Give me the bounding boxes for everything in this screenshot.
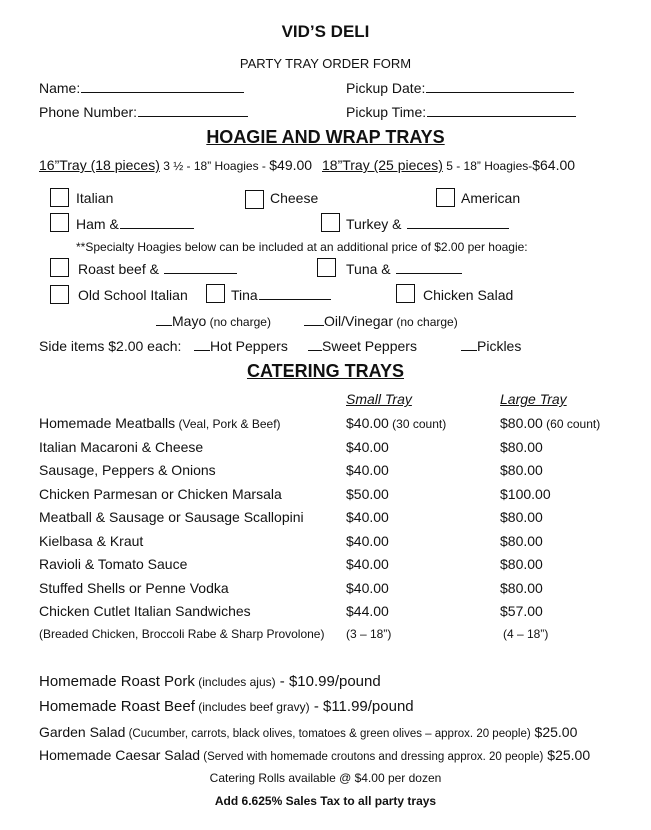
tuna-label: Tuna & (346, 261, 391, 277)
caesar-salad-price: $25.00 (543, 747, 591, 763)
cheese-checkbox[interactable] (245, 190, 264, 209)
oil-label: Oil/Vinegar (324, 313, 394, 329)
garden-salad-note: (Cucumber, carrots, black olives, tomatoes & green olives – approx. 20 people) (125, 728, 531, 740)
roast-pork-label: Homemade Roast Pork (39, 673, 195, 690)
italian-checkbox[interactable] (50, 188, 69, 207)
tina-option (231, 287, 331, 303)
oil-vinegar-option (303, 313, 458, 329)
tray-18-detail: 5 - 18” Hoagies- (442, 159, 533, 173)
catering-item-name (39, 603, 251, 619)
tray-16-option (39, 157, 312, 173)
catering-small-price-value: $40.00 (346, 462, 389, 478)
catering-small-price (346, 580, 389, 596)
hot-peppers-label: Hot Peppers (210, 338, 288, 354)
tuna-line (396, 272, 462, 274)
roast-beef-checkbox[interactable] (50, 258, 69, 277)
tina-line (259, 298, 331, 300)
catering-large-price (500, 486, 551, 502)
small-tray-header: Small Tray (346, 391, 412, 407)
ham-label: Ham & (76, 216, 119, 232)
tuna-checkbox[interactable] (317, 258, 336, 277)
catering-large-price (500, 603, 543, 619)
caesar-salad-label: Homemade Caesar Salad (39, 747, 201, 763)
cheese-label: Cheese (270, 190, 319, 206)
catering-small-price-value: $50.00 (346, 486, 389, 502)
sweet-peppers-label: Sweet Peppers (322, 338, 417, 354)
roast-pork-price: - $10.99/pound (275, 673, 381, 690)
catering-small-price-value: $40.00 (346, 439, 389, 455)
catering-small-price (346, 556, 389, 572)
roast-pork-note: (includes ajus) (194, 675, 276, 689)
turkey-checkbox[interactable] (321, 213, 340, 232)
old-school-checkbox[interactable] (50, 285, 69, 304)
oil-note: (no charge) (393, 315, 458, 329)
catering-small-price (346, 415, 446, 431)
american-label: American (461, 190, 521, 206)
mayo-note: (no charge) (206, 315, 271, 329)
large-tray-header: Large Tray (500, 391, 567, 407)
mayo-label: Mayo (172, 313, 207, 329)
pickles-option (460, 338, 521, 354)
catering-small-price-value: $40.00 (346, 580, 389, 596)
pickup-date-field[interactable] (346, 80, 574, 96)
hot-peppers-line (194, 349, 210, 351)
catering-small-price (346, 462, 389, 478)
roast-beef-line (164, 272, 237, 274)
roast-beef-label-extra: Homemade Roast Beef (39, 698, 195, 715)
tray-16-price: $49.00 (269, 157, 313, 173)
roast-pork-line (39, 673, 381, 690)
tax-note: Add 6.625% Sales Tax to all party trays (214, 794, 437, 808)
catering-large-price (500, 580, 543, 596)
catering-large-price-value: $80.00 (500, 462, 543, 478)
pickup-time-line (427, 115, 576, 117)
garden-salad-label: Garden Salad (39, 724, 126, 740)
hoagie-heading: HOAGIE AND WRAP TRAYS (206, 127, 445, 147)
ham-line (120, 227, 194, 229)
catering-item-name-value: Stuffed Shells or Penne Vodka (39, 580, 229, 596)
tray-18-label: 18”Tray (25 pieces) (322, 157, 443, 173)
catering-item-name (39, 439, 203, 455)
pickup-date-label: Pickup Date: (346, 80, 426, 96)
phone-label: Phone Number: (39, 104, 138, 120)
pickles-line (461, 349, 477, 351)
catering-item-name (39, 462, 216, 478)
old-school-label: Old School Italian (78, 287, 188, 303)
catering-small-price (346, 486, 389, 502)
roast-beef-note: (includes beef gravy) (194, 700, 310, 714)
italian-label: Italian (76, 190, 114, 206)
roast-beef-price: - $11.99/pound (309, 698, 414, 715)
caesar-salad-line (39, 747, 590, 763)
sweet-peppers-line (308, 349, 322, 351)
catering-large-price (500, 533, 543, 549)
mayo-option (155, 313, 271, 329)
name-label: Name: (39, 80, 81, 96)
mayo-line (156, 324, 172, 326)
catering-small-price (346, 603, 389, 619)
catering-large-price (500, 439, 543, 455)
tray-16-detail: 3 ½ - 18” Hoagies - (159, 159, 270, 173)
sandwich-large-count: (4 – 18”) (503, 627, 549, 641)
catering-item-name-value: Sausage, Peppers & Onions (39, 462, 216, 478)
tina-label: Tina (231, 287, 258, 303)
tray-18-option (322, 157, 575, 173)
pickup-time-field[interactable] (346, 104, 576, 120)
phone-line (138, 115, 248, 117)
sandwich-note: (Breaded Chicken, Broccoli Rabe & Sharp Provolone) (39, 627, 325, 641)
name-line (81, 91, 244, 93)
catering-item-name (39, 556, 187, 572)
form-subtitle: PARTY TRAY ORDER FORM (239, 56, 412, 71)
roast-beef-line (39, 698, 414, 715)
catering-large-price-note: (60 count) (542, 417, 601, 431)
catering-large-price-value: $80.00 (500, 580, 543, 596)
tuna-option (346, 261, 462, 277)
catering-small-price-value: $40.00 (346, 509, 389, 525)
catering-item-name-value: Chicken Parmesan or Chicken Marsala (39, 486, 282, 502)
garden-salad-price: $25.00 (530, 724, 578, 740)
tray-16-label: 16”Tray (18 pieces) (39, 157, 160, 173)
catering-large-price-value: $57.00 (500, 603, 543, 619)
catering-item-name-value: Meatball & Sausage or Sausage Scallopini (39, 509, 304, 525)
catering-large-price-value: $80.00 (500, 439, 543, 455)
name-field[interactable] (39, 80, 244, 96)
rolls-note: Catering Rolls available @ $4.00 per dozen (209, 771, 442, 785)
catering-large-price (500, 415, 600, 431)
catering-large-price-value: $100.00 (500, 486, 551, 502)
ham-checkbox[interactable] (50, 213, 69, 232)
catering-small-price (346, 509, 389, 525)
catering-large-price (500, 509, 543, 525)
catering-item-name-value: Homemade Meatballs (39, 415, 176, 431)
roast-beef-option (78, 261, 237, 277)
pickup-date-line (426, 91, 574, 93)
catering-item-name (39, 415, 281, 431)
catering-item-name (39, 533, 143, 549)
catering-small-price-value: $40.00 (346, 556, 389, 572)
page-title: VID’S DELI (281, 22, 370, 41)
sweet-peppers-option (307, 338, 417, 354)
catering-heading: CATERING TRAYS (246, 361, 405, 381)
oil-line (304, 324, 324, 326)
pickles-label: Pickles (477, 338, 522, 354)
catering-large-price-value: $80.00 (500, 533, 543, 549)
catering-small-price (346, 439, 389, 455)
specialty-note: **Specialty Hoagies below can be included at an additional price of $2.00 per hoagie: (76, 240, 528, 254)
caesar-salad-note: (Served with homemade croutons and dressing approx. 20 people) (200, 751, 544, 763)
chicken-salad-checkbox[interactable] (396, 284, 415, 303)
chicken-salad-label: Chicken Salad (423, 287, 514, 303)
catering-small-price-value: $40.00 (346, 415, 389, 431)
catering-small-price (346, 533, 389, 549)
catering-item-name-note: (Veal, Pork & Beef) (175, 417, 281, 431)
turkey-line (407, 227, 509, 229)
catering-large-price-value: $80.00 (500, 509, 543, 525)
catering-large-price (500, 556, 543, 572)
sides-label: Side items $2.00 each: (39, 338, 182, 354)
tina-checkbox[interactable] (206, 284, 225, 303)
turkey-option (346, 216, 509, 232)
catering-item-name (39, 580, 229, 596)
tray-18-price: $64.00 (532, 157, 576, 173)
catering-item-name-value: Ravioli & Tomato Sauce (39, 556, 188, 572)
garden-salad-line (39, 724, 577, 740)
catering-large-price-value: $80.00 (500, 415, 543, 431)
sandwich-small-count: (3 – 18”) (346, 627, 392, 641)
catering-large-price (500, 462, 543, 478)
ham-option (76, 216, 194, 232)
catering-item-name-value: Kielbasa & Kraut (39, 533, 144, 549)
phone-field[interactable] (39, 104, 248, 120)
catering-large-price-value: $80.00 (500, 556, 543, 572)
turkey-label: Turkey & (346, 216, 402, 232)
roast-beef-label: Roast beef & (78, 261, 159, 277)
catering-item-name (39, 486, 282, 502)
catering-small-price-value: $44.00 (346, 603, 389, 619)
hot-peppers-option (193, 338, 288, 354)
catering-item-name-value: Chicken Cutlet Italian Sandwiches (39, 603, 251, 619)
catering-small-price-value: $40.00 (346, 533, 389, 549)
american-checkbox[interactable] (436, 188, 455, 207)
catering-small-price-note: (30 count) (388, 417, 447, 431)
pickup-time-label: Pickup Time: (346, 104, 427, 120)
catering-item-name-value: Italian Macaroni & Cheese (39, 439, 204, 455)
catering-item-name (39, 509, 304, 525)
